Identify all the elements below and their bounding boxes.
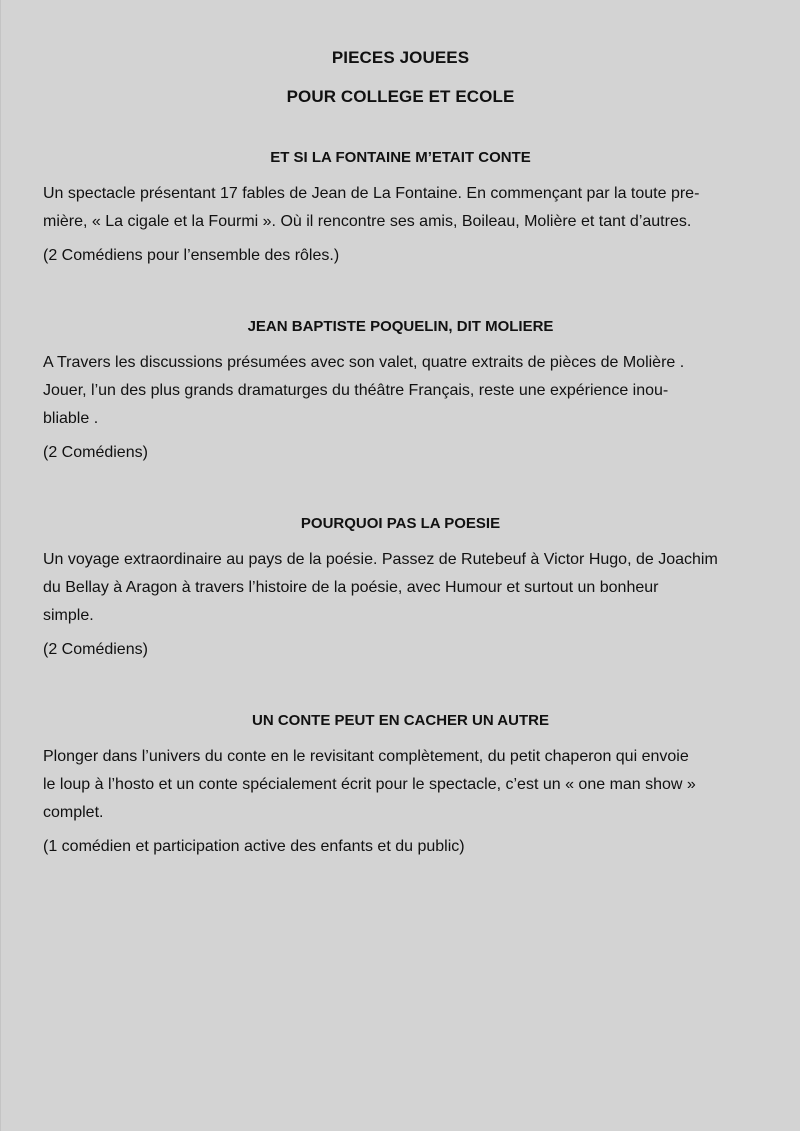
section-cast-note: (2 Comédiens) <box>43 641 148 658</box>
section-cast-note: (2 Comédiens) <box>43 444 148 461</box>
description-line: Un voyage extraordinaire au pays de la poésie. Passez de Rutebeuf à Victor Hugo, de Joachim <box>43 551 718 568</box>
description-line: bliable . <box>43 410 99 427</box>
description-line: mière, « La cigale et la Fourmi ». Où il rencontre ses amis, Boileau, Molière et tant d’autres. <box>43 213 692 230</box>
description-line: le loup à l’hosto et un conte spécialement écrit pour le spectacle, c’est un « one man show » <box>43 776 696 793</box>
description-line: Plonger dans l’univers du conte en le revisitant complètement, du petit chaperon qui envoie <box>43 748 689 765</box>
description-line: du Bellay à Aragon à travers l’histoire de la poésie, avec Humour et surtout un bonheur <box>43 579 659 596</box>
section-fontaine <box>43 149 758 270</box>
section-description <box>43 349 758 433</box>
section-title: ET SI LA FONTAINE M’ETAIT CONTE <box>270 149 531 166</box>
section-moliere <box>43 318 758 467</box>
section-title: UN CONTE PEUT EN CACHER UN AUTRE <box>252 712 549 729</box>
section-description <box>43 180 758 236</box>
section-poesie <box>43 515 758 664</box>
section-cast-note: (1 comédien et participation active des enfants et du public) <box>43 838 465 855</box>
section-cast-note: (2 Comédiens pour l’ensemble des rôles.) <box>43 247 340 264</box>
section-title: POURQUOI PAS LA POESIE <box>300 515 501 532</box>
section-description <box>43 743 758 827</box>
description-line: simple. <box>43 607 94 624</box>
page-subtitle: POUR COLLEGE ET ECOLE <box>286 87 515 106</box>
section-conte <box>43 712 758 861</box>
description-line: complet. <box>43 804 104 821</box>
description-line: A Travers les discussions présumées avec son valet, quatre extraits de pièces de Molière . <box>43 354 685 371</box>
page-title: PIECES JOUEES <box>331 48 470 67</box>
description-line: Jouer, l’un des plus grands dramaturges du théâtre Français, reste une expérience inou- <box>43 382 669 399</box>
section-title: JEAN BAPTISTE POQUELIN, DIT MOLIERE <box>247 318 554 335</box>
description-line: Un spectacle présentant 17 fables de Jean de La Fontaine. En commençant par la toute pre- <box>43 185 700 202</box>
section-description <box>43 546 758 630</box>
